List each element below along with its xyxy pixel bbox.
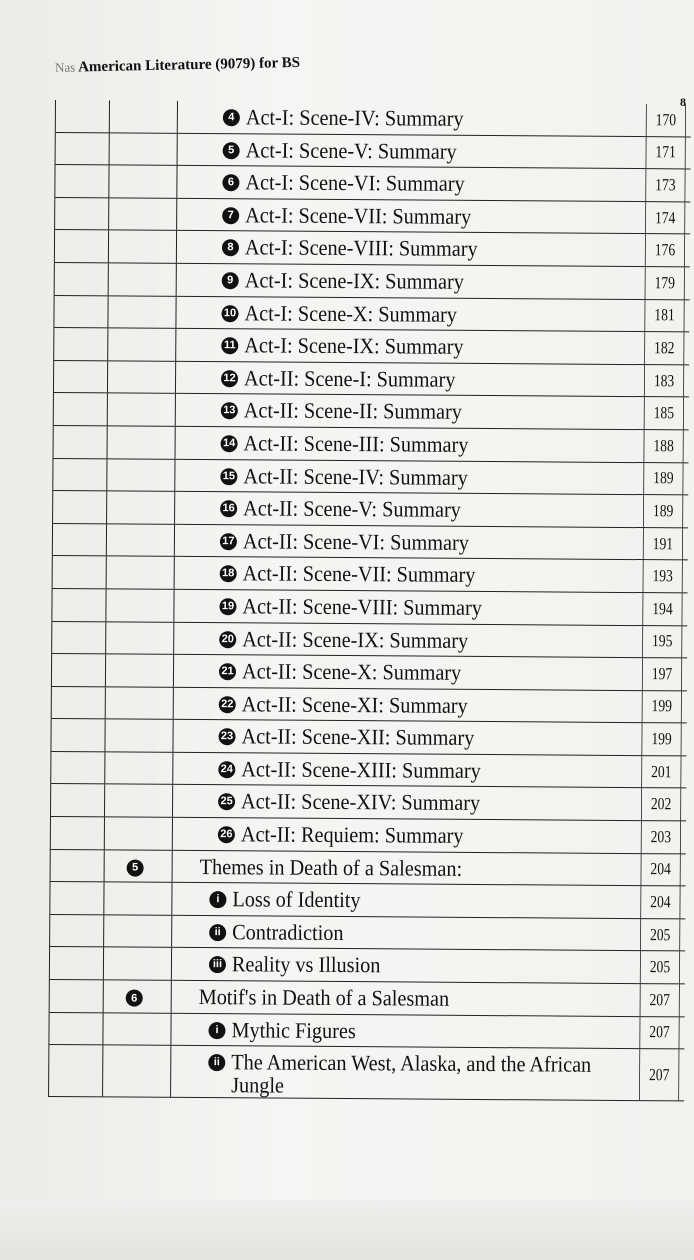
toc-row [53,426,688,463]
number-badge: i [208,1022,225,1039]
section-cell [109,166,177,198]
section-cell [110,133,178,165]
number-badge: 11 [221,337,238,354]
toc-row [50,947,685,984]
section-cell [109,231,177,263]
blank-cell [49,1045,103,1096]
section-cell [108,394,176,426]
toc-row [55,230,690,267]
number-badge: 15 [220,468,237,485]
entry-title: Act-II: Scene-II: Summary [243,397,462,425]
title-cell [175,459,638,494]
section-cell [105,817,173,849]
header-prefix: Nas [54,59,76,75]
contents-table [48,100,691,1102]
blank-cell [54,296,108,328]
section-cell [105,720,173,752]
section-cell [110,100,178,132]
section-cell [104,948,172,980]
page-cell: 204 [641,854,681,886]
page-cell: 199 [642,691,682,723]
toc-row [51,817,686,854]
page-cell: 201 [641,756,681,788]
title-cell [172,916,635,951]
number-badge: 12 [221,370,238,387]
entry-title: Mythic Figures [231,1016,356,1043]
page-bottom [0,1200,694,1260]
page-cell: 205 [640,952,680,984]
number-badge: 16 [220,500,237,517]
number-badge: 19 [219,598,236,615]
number-badge: 5 [223,142,240,159]
title-cell [175,492,638,527]
entry-title: Act-II: Scene-VI: Summary [242,528,469,555]
header-title: American Literature (9079) for BS [77,54,301,76]
title-cell [173,818,636,853]
blank-cell [53,459,107,491]
entry-title: Act-I: Scene-IX: Summary [244,267,465,294]
page-cell: 205 [640,919,680,951]
number-badge: 17 [220,533,237,550]
number-badge: 6 [222,174,239,191]
page-cell: 188 [643,430,683,462]
section-cell [106,654,174,686]
section-cell [108,329,176,361]
section-cell [109,263,177,295]
section-cell [105,785,173,817]
number-badge: 23 [218,728,235,745]
number-badge: 13 [221,403,238,420]
entry-title: Act-I: Scene-VII: Summary [245,202,472,229]
section-cell [108,296,176,328]
section-cell [109,198,177,230]
title-cell [173,753,636,788]
entry-title: Themes in Death of a Salesman: [199,853,463,881]
number-badge: 22 [219,696,236,713]
blank-cell [54,426,108,458]
entry-title: Act-I: Scene-IX: Summary [244,332,464,360]
entry-title: Act-I: Scene-VI: Summary [245,169,465,197]
page-cell: 189 [643,463,683,495]
blank-cell [53,524,107,556]
blank-cell [54,393,108,425]
entry-title: Act-II: Scene-IV: Summary [243,462,468,490]
entry-title: Act-II: Scene-I: Summary [243,365,456,392]
entry-title: Reality vs Illusion [231,951,381,978]
title-cell [171,1013,634,1048]
toc-row [50,980,685,1017]
title-cell [174,655,637,690]
page-cell: 204 [640,886,680,918]
entry-title: Act-I: Scene-X: Summary [244,299,458,327]
entry-title: Act-II: Scene-XII: Summary [241,723,475,751]
title-cell [172,948,635,983]
page-cell: 174 [645,202,685,234]
toc-row [53,524,688,561]
entry-title: Act-II: Scene-XIV: Summary [241,788,481,816]
page-cell: 195 [642,626,682,658]
number-badge: 14 [221,435,238,452]
number-badge: ii [209,924,226,941]
number-badge: 24 [218,761,235,778]
toc-row [55,263,690,300]
page-cell: 176 [645,234,685,266]
blank-cell [51,850,105,882]
toc-row [51,784,686,821]
number-badge: 4 [223,109,240,126]
section-cell [107,557,175,589]
blank-cell [56,133,110,165]
toc-row [52,621,687,658]
toc-row [49,1013,684,1050]
section-cell [103,1013,171,1045]
entry-title: Contradiction [232,919,344,945]
entry-title: Act-II: Scene-XI: Summary [241,691,468,718]
number-badge: ii [208,1054,225,1071]
entry-title: Act-II: Requiem: Summary [240,821,464,848]
number-badge: 18 [220,565,237,582]
page-cell: 170 [646,104,686,136]
entry-title: Act-I: Scene-IV: Summary [245,104,464,131]
entry-title: Act-II: Scene-VII: Summary [242,560,476,588]
number-badge: 10 [221,305,238,322]
toc-row [54,361,689,398]
page-cell: 191 [643,528,683,560]
title-cell [172,981,635,1016]
entry-title: Motif's in Death of a Salesman [198,984,450,1011]
title-cell [176,329,639,364]
title-cell [173,785,636,820]
section-cell [106,622,174,654]
number-badge: 6 [126,990,143,1007]
section-cell [106,687,174,719]
section-cell [104,883,172,915]
toc-row [49,1045,684,1101]
page-cell: 202 [641,789,681,821]
blank-cell [55,165,109,197]
toc-row [55,165,690,202]
section-cell [105,752,173,784]
title-cell [176,394,639,429]
entry-title: Act-II: Scene-X: Summary [241,658,462,685]
blank-cell [54,361,108,393]
title-cell [176,427,639,462]
title-cell [177,166,640,201]
blank-cell [50,882,104,914]
blank-cell [50,915,104,947]
toc-row [53,459,688,496]
entry-title: Act-II: Scene-VIII: Summary [242,593,482,620]
blank-cell [54,328,108,360]
entry-title: Act-I: Scene-V: Summary [245,136,457,164]
toc-row [51,850,686,887]
blank-cell [52,589,106,621]
toc-row [52,687,687,724]
blank-cell [52,654,106,686]
toc-row [50,882,685,919]
blank-cell [52,621,106,653]
toc-row [53,491,688,528]
number-badge: 8 [222,240,239,257]
blank-cell [51,817,105,849]
toc-row [51,719,686,756]
title-cell [171,1046,634,1100]
page-cell: 207 [639,1017,679,1049]
blank-cell [55,198,109,230]
page-cell: 203 [641,821,681,853]
toc-row [52,654,687,691]
blank-cell [55,230,109,262]
blank-cell [51,784,105,816]
title-cell [174,688,637,723]
entry-title: Act-II: Scene-V: Summary [243,495,461,522]
entry-title: Act-II: Scene-XIII: Summary [241,756,481,783]
page-cell: 181 [644,300,684,332]
number-badge: 5 [127,859,144,876]
toc-row [53,556,688,593]
blank-cell [55,263,109,295]
number-badge: 26 [218,826,235,843]
toc-row [54,328,689,365]
title-cell [178,133,641,168]
page-cell: 173 [645,169,685,201]
toc-row [56,133,691,170]
title-cell [172,883,635,918]
title-cell [177,264,640,299]
entry-title: Loss of Identity [232,886,361,913]
number-badge: 9 [222,272,239,289]
blank-cell [50,947,104,979]
title-cell [173,850,636,885]
page-number: 8 [680,95,686,109]
title-cell [177,231,640,266]
blank-cell [56,100,110,132]
page-cell: 193 [643,560,683,592]
toc-row [54,296,689,333]
title-cell [176,296,639,331]
page-cell: 207 [639,1049,679,1100]
title-cell [173,720,636,755]
section-cell [105,850,173,882]
toc-row [52,589,687,626]
section-cell [104,915,172,947]
section-cell [108,361,176,393]
entry-title: Act-I: Scene-VIII: Summary [244,234,478,262]
page-cell: 185 [644,397,684,429]
title-cell [177,199,640,234]
title-cell [174,590,637,625]
page-cell: 199 [641,723,681,755]
blank-cell [52,687,106,719]
number-badge: 25 [218,794,235,811]
section-cell [107,524,175,556]
page-cell: 179 [645,267,685,299]
page-cell: 171 [646,137,686,169]
section-cell [104,980,172,1012]
title-cell [175,557,638,592]
toc-row [55,198,690,235]
toc-row [50,915,685,952]
title-cell [174,622,637,657]
blank-cell [51,752,105,784]
section-cell [106,589,174,621]
blank-cell [51,719,105,751]
number-badge: 7 [222,207,239,224]
number-badge: i [209,891,226,908]
page-cell: 183 [644,365,684,397]
running-header [55,55,300,77]
page-cell: 189 [643,495,683,527]
blank-cell [50,980,104,1012]
number-badge: 21 [219,663,236,680]
entry-title: The American West, Alaska, and the African Jungle [231,1049,592,1098]
section-cell [107,459,175,491]
blank-cell [53,491,107,523]
page-cell: 197 [642,658,682,690]
section-cell [107,491,175,523]
entry-title: Act-II: Scene-IX: Summary [242,625,469,653]
entry-title: Act-II: Scene-III: Summary [243,430,469,457]
toc-row [51,752,686,789]
title-cell [176,362,639,397]
title-cell [175,525,638,560]
toc-row [54,393,689,430]
title-cell [178,101,641,136]
toc-row [56,100,691,137]
page-cell: 207 [640,984,680,1016]
section-cell [108,426,176,458]
number-badge: 20 [219,631,236,648]
blank-cell [53,556,107,588]
number-badge: iii [209,957,226,974]
blank-cell [49,1013,103,1045]
section-cell [103,1046,171,1097]
page-cell: 182 [644,332,684,364]
page-cell: 194 [642,593,682,625]
